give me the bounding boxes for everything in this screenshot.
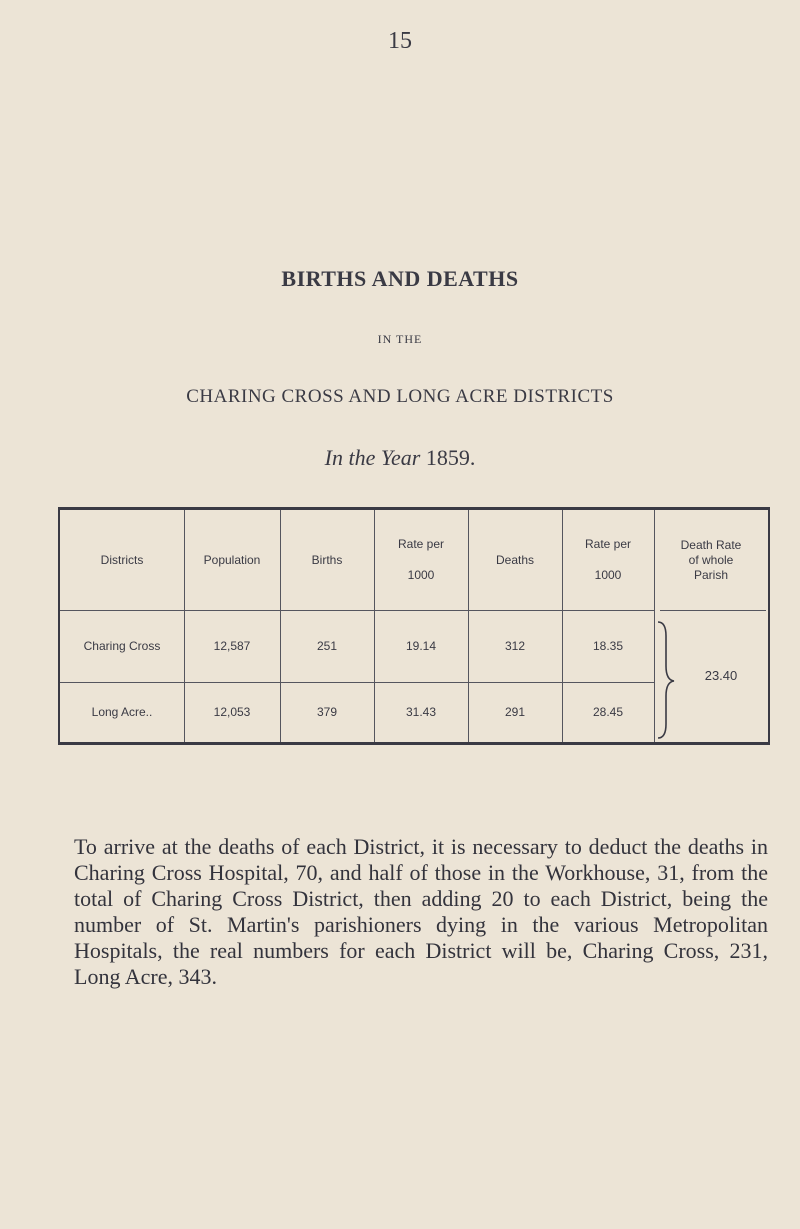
row-charing-cross-deaths: 312 — [504, 638, 526, 653]
year-value: 1859. — [425, 445, 476, 470]
header-death-rate-bottom: 1000 — [594, 568, 622, 582]
row-charing-cross-death-rate: 18.35 — [592, 638, 624, 653]
year-line — [0, 445, 800, 471]
header-parish-rate-line2: of whole — [688, 552, 734, 567]
row-long-acre-death-rate: 28.45 — [592, 705, 624, 719]
births-deaths-table — [58, 507, 770, 745]
parish-death-rate: 23.40 — [704, 668, 738, 684]
in-the-label: IN THE — [377, 332, 423, 346]
page-subtitle: CHARING CROSS AND LONG ACRE DISTRICTS — [186, 386, 614, 407]
header-birth-rate-bottom: 1000 — [407, 568, 435, 582]
page-number: 15 — [388, 28, 412, 54]
header-districts: Districts — [100, 552, 144, 567]
header-death-rate-top: Rate per — [584, 537, 632, 551]
row-long-acre-birth-rate: 31.43 — [405, 705, 437, 719]
header-birth-rate-top: Rate per — [397, 537, 445, 551]
explanatory-paragraph: To arrive at the deaths of each District, it is necessary to deduct the deaths in Charing Cross Hospital, 70, and half of those in the Workhouse, 31, from the total of Charing Cross District, then adding 20 to each District, being the number of St. Martin's parishioners dying in the various Metropolitan Hospitals, the real numbers for each District will be, Charing Cross, 231, Long Acre, 343. — [74, 834, 768, 989]
page-title: BIRTHS AND DEATHS — [281, 266, 519, 291]
row-long-acre-district: Long Acre.. — [91, 705, 153, 719]
row-charing-cross-district: Charing Cross — [83, 638, 161, 653]
row-charing-cross-birth-rate: 19.14 — [405, 638, 437, 653]
header-population: Population — [203, 552, 261, 567]
header-births: Births — [311, 552, 343, 567]
year-label: In the Year — [324, 445, 421, 470]
header-parish-rate-line1: Death Rate — [680, 537, 742, 552]
header-parish-rate-line3: Parish — [693, 567, 728, 582]
row-long-acre-births: 379 — [316, 705, 338, 719]
header-deaths: Deaths — [495, 552, 535, 567]
right-brace-icon — [60, 510, 768, 743]
row-charing-cross-population: 12,587 — [213, 638, 251, 653]
row-charing-cross-births: 251 — [316, 638, 338, 653]
row-long-acre-population: 12,053 — [213, 705, 251, 719]
row-long-acre-deaths: 291 — [504, 705, 526, 719]
